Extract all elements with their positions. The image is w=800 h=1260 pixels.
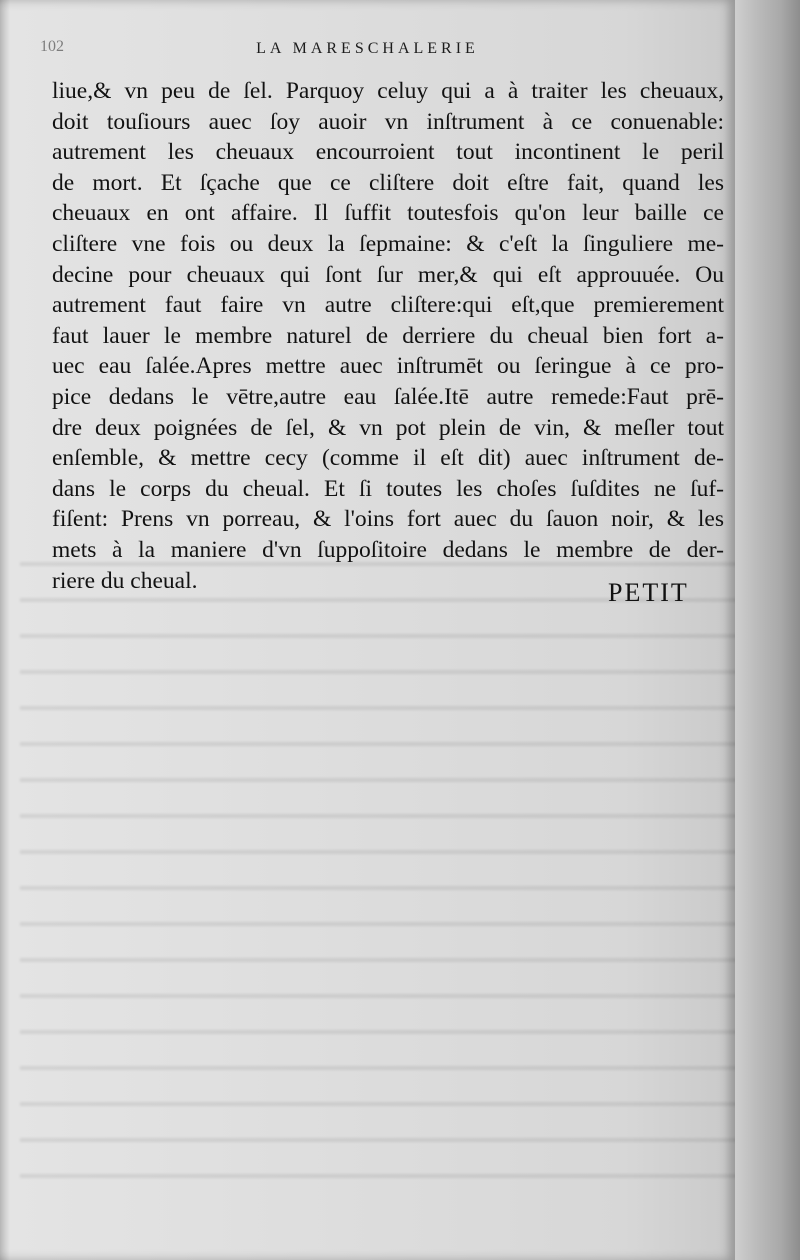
text-line: decine pour cheuaux qui ſont ſur mer,& qui eſt approuuée. Ou [52,261,724,288]
catchword: PETIT [608,578,689,607]
text-line: cheuaux en ont affaire. Il ſuffit toutesfois qu'on leur baille ce [52,200,724,227]
text-line: faut lauer le membre naturel de derriere du cheual bien fort a- [52,322,724,349]
page-number: 102 [40,38,64,55]
text-line: cliſtere vne fois ou deux la ſepmaine: & c'eſt la ſinguliere me- [52,230,724,257]
binding-shadow [0,0,10,1260]
text-line: autrement les cheuaux encourroient tout incontinent le peril [52,139,724,166]
text-line: dre deux poignées de ſel, & vn pot plein de vin, & meſler tout [52,414,724,441]
text-line: autrement faut faire vn autre cliſtere:qui eſt,que premierement [52,292,724,319]
text-line: riere du cheual. [52,567,198,594]
text-line: pice dedans le vētre,autre eau ſalée.Itē autre remede:Faut prē- [52,383,724,410]
text-line: liue,& vn peu de ſel. Parquoy celuy qui a à traiter les cheuaux, [52,78,724,104]
text-line: fiſent: Prens vn porreau, & l'oins fort auec du ſauon noir, & les [52,506,724,533]
page-edge [735,0,800,1260]
text-line: enſemble, & mettre cecy (comme il eſt dit) auec inſtrument de- [52,445,724,472]
text-line: uec eau ſalée.Apres mettre auec inſtrumēt ou ſeringue à ce pro- [52,353,724,380]
text-line: dans le corps du cheual. Et ſi toutes les choſes ſuſdites ne ſuf- [52,475,724,502]
show-through-texture [20,560,740,1200]
running-title: LA MARESCHALERIE [256,40,479,57]
body-text [52,76,724,596]
text-line: de mort. Et ſçache que ce cliſtere doit eſtre fait, quand les [52,169,724,196]
text-line: mets à la maniere d'vn ſuppoſitoire dedans le membre de der- [52,536,724,563]
text-line: doit touſiours auec ſoy auoir vn inſtrument à ce conuenable: [52,108,724,135]
